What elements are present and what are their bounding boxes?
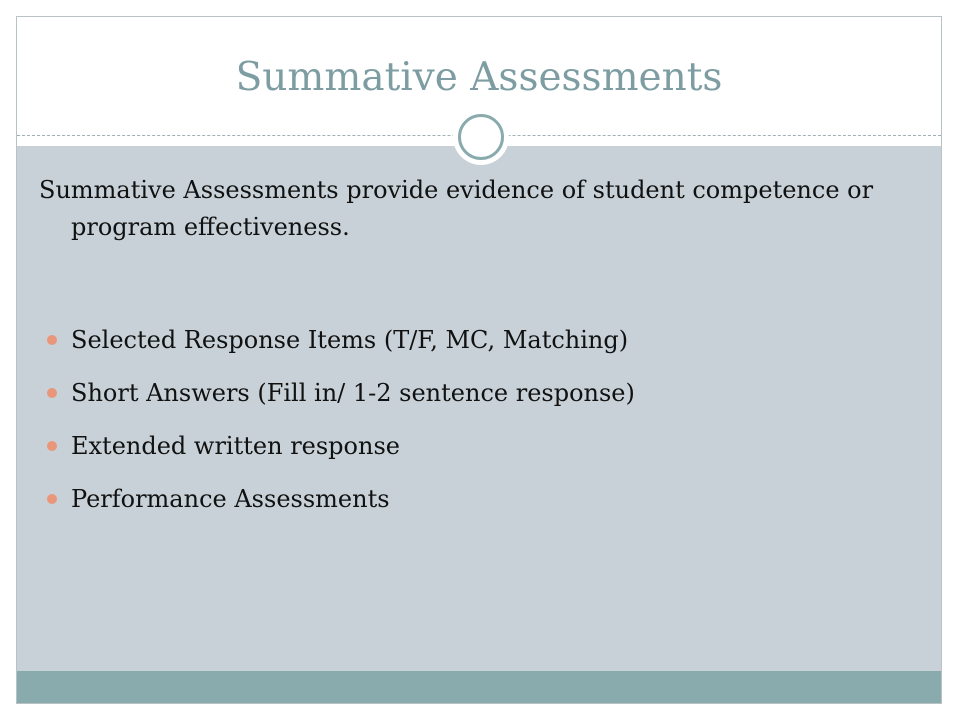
decorative-circle-icon	[458, 114, 504, 160]
bullet-dot-icon	[47, 494, 57, 504]
footer-band	[17, 671, 941, 704]
slide	[16, 16, 942, 704]
bullet-list	[41, 314, 921, 526]
bullet-item	[41, 367, 921, 420]
bullet-label: Selected Response Items (T/F, MC, Matching)	[71, 326, 629, 354]
bullet-dot-icon	[47, 441, 57, 451]
bullet-dot-icon	[47, 388, 57, 398]
bullet-item	[41, 420, 921, 473]
bullet-item	[41, 473, 921, 526]
slide-title: Summative Assessments	[235, 55, 723, 100]
bullet-dot-icon	[47, 335, 57, 345]
bullet-label: Short Answers (Fill in/ 1-2 sentence response)	[71, 379, 635, 407]
bullet-label: Performance Assessments	[71, 485, 390, 513]
bullet-item	[41, 314, 921, 367]
bullet-label: Extended written response	[71, 432, 400, 460]
intro-paragraph: Summative Assessments provide evidence of student competence or program effectiveness.	[39, 176, 874, 241]
